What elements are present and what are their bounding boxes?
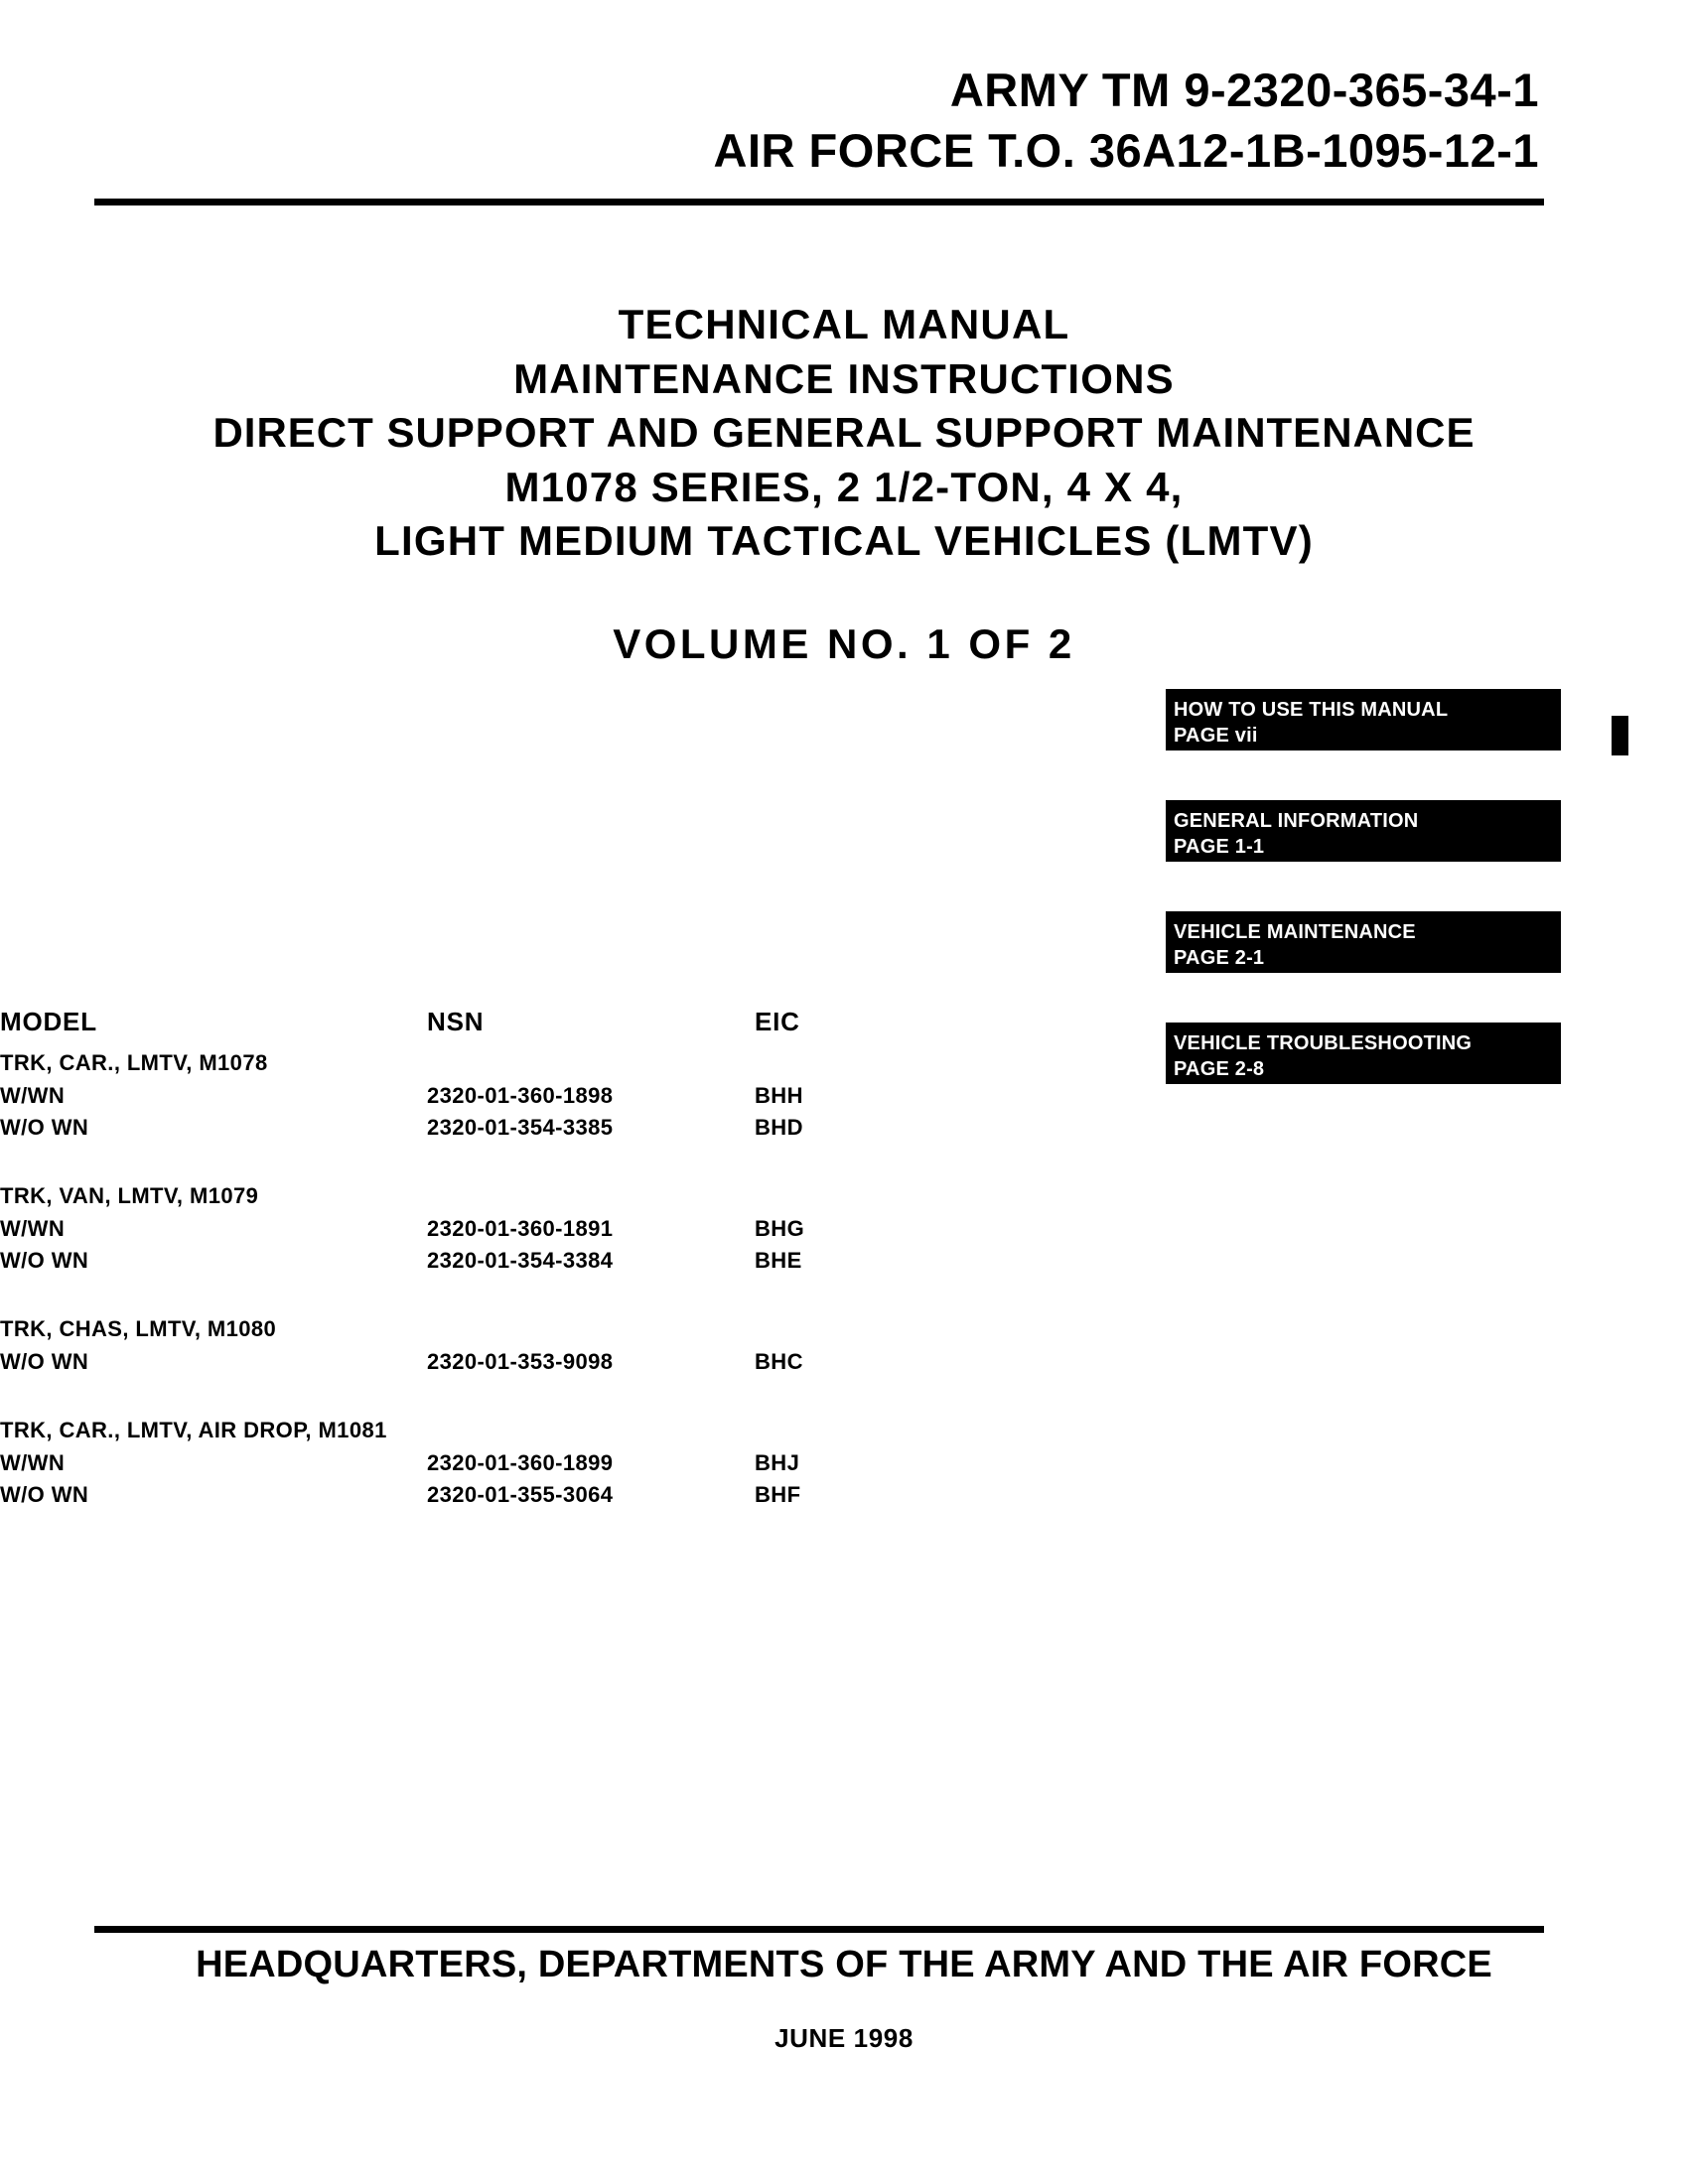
table-spacer-row	[0, 1147, 953, 1183]
table-row	[0, 1482, 953, 1514]
index-tab-how-to-use-this-manual[interactable]	[1166, 689, 1561, 751]
footer-divider-rule	[94, 1926, 1544, 1933]
group-nsn-blank	[427, 1316, 755, 1349]
nsn-value: 2320-01-360-1899	[427, 1450, 614, 1475]
table	[0, 1007, 953, 1514]
title-block	[0, 298, 1688, 569]
variant-label: W/O WN	[0, 1349, 89, 1374]
index-tab-title: VEHICLE MAINTENANCE	[1174, 921, 1416, 943]
title-line-direct-general-support: DIRECT SUPPORT AND GENERAL SUPPORT MAINTENANCE	[212, 409, 1476, 457]
document-identifier-block	[94, 60, 1539, 181]
nsn-value: 2320-01-355-3064	[427, 1482, 614, 1507]
variant-label: W/O WN	[0, 1482, 89, 1507]
table-group-row	[0, 1418, 953, 1450]
group-nsn-blank	[427, 1183, 755, 1216]
group-name-m1079: TRK, VAN, LMTV, M1079	[0, 1183, 259, 1208]
eic-value: BHF	[755, 1482, 801, 1507]
nsn-value: 2320-01-360-1891	[427, 1216, 614, 1241]
group-eic-blank	[755, 1183, 953, 1216]
table-header-row	[0, 1007, 953, 1050]
column-header-model: MODEL	[0, 1007, 97, 1036]
nsn-value: 2320-01-354-3385	[427, 1115, 614, 1140]
table-row	[0, 1216, 953, 1248]
table-group-row	[0, 1316, 953, 1349]
index-tab-title: GENERAL INFORMATION	[1174, 810, 1419, 832]
title-line-series: M1078 SERIES, 2 1/2-TON, 4 X 4,	[504, 463, 1184, 510]
nsn-value: 2320-01-354-3384	[427, 1248, 614, 1273]
column-header-nsn: NSN	[427, 1007, 485, 1036]
air-force-to-number: AIR FORCE T.O. 36A12-1B-1095-12-1	[713, 124, 1539, 178]
table-row	[0, 1349, 953, 1381]
table-spacer-row	[0, 1280, 953, 1316]
page-edge-marker	[1612, 716, 1628, 755]
group-eic-blank	[755, 1050, 953, 1083]
publishing-agency: HEADQUARTERS, DEPARTMENTS OF THE ARMY AND THE AIR FORCE	[196, 1944, 1492, 1985]
table-spacer-row	[0, 1381, 953, 1418]
title-line-vehicles: LIGHT MEDIUM TACTICAL VEHICLES (LMTV)	[374, 517, 1314, 565]
group-nsn-blank	[427, 1050, 755, 1083]
group-name-m1080: TRK, CHAS, LMTV, M1080	[0, 1316, 277, 1341]
publication-date: JUNE 1998	[774, 2023, 914, 2053]
table-row	[0, 1450, 953, 1482]
table-row	[0, 1115, 953, 1147]
army-tm-number: ARMY TM 9-2320-365-34-1	[949, 64, 1539, 116]
table-group-row	[0, 1050, 953, 1083]
index-tab-page: PAGE 1-1	[1174, 836, 1265, 859]
eic-value: BHG	[755, 1216, 805, 1241]
index-tab-page: PAGE 2-8	[1174, 1058, 1265, 1081]
index-tab-page: PAGE 2-1	[1174, 947, 1265, 970]
index-tab-title: VEHICLE TROUBLESHOOTING	[1174, 1032, 1473, 1054]
model-nsn-eic-table	[0, 1007, 1688, 1514]
index-tab-vehicle-maintenance[interactable]	[1166, 911, 1561, 973]
volume-number: VOLUME NO. 1 OF 2	[613, 620, 1075, 667]
table-group-row	[0, 1183, 953, 1216]
eic-value: BHJ	[755, 1450, 800, 1475]
group-name-m1078: TRK, CAR., LMTV, M1078	[0, 1050, 268, 1075]
title-line-technical-manual: TECHNICAL MANUAL	[618, 301, 1070, 347]
variant-label: W/WN	[0, 1216, 66, 1241]
table-row	[0, 1083, 953, 1115]
nsn-value: 2320-01-353-9098	[427, 1349, 614, 1374]
eic-value: BHD	[755, 1115, 803, 1140]
table-row	[0, 1248, 953, 1280]
variant-label: W/O WN	[0, 1248, 89, 1273]
group-name-m1081: TRK, CAR., LMTV, AIR DROP, M1081	[0, 1418, 387, 1442]
variant-label: W/WN	[0, 1450, 66, 1475]
group-eic-blank	[755, 1418, 953, 1450]
index-tab-page: PAGE vii	[1174, 725, 1258, 748]
index-tab-general-information[interactable]	[1166, 800, 1561, 862]
column-header-eic: EIC	[755, 1007, 800, 1036]
header-divider-rule	[94, 199, 1544, 205]
group-eic-blank	[755, 1316, 953, 1349]
eic-value: BHE	[755, 1248, 802, 1273]
eic-value: BHC	[755, 1349, 803, 1374]
title-line-maintenance-instructions: MAINTENANCE INSTRUCTIONS	[513, 354, 1175, 402]
variant-label: W/WN	[0, 1083, 66, 1108]
index-tab-title: HOW TO USE THIS MANUAL	[1174, 699, 1449, 721]
group-nsn-blank	[427, 1418, 755, 1450]
nsn-value: 2320-01-360-1898	[427, 1083, 614, 1108]
variant-label: W/O WN	[0, 1115, 89, 1140]
eic-value: BHH	[755, 1083, 803, 1108]
